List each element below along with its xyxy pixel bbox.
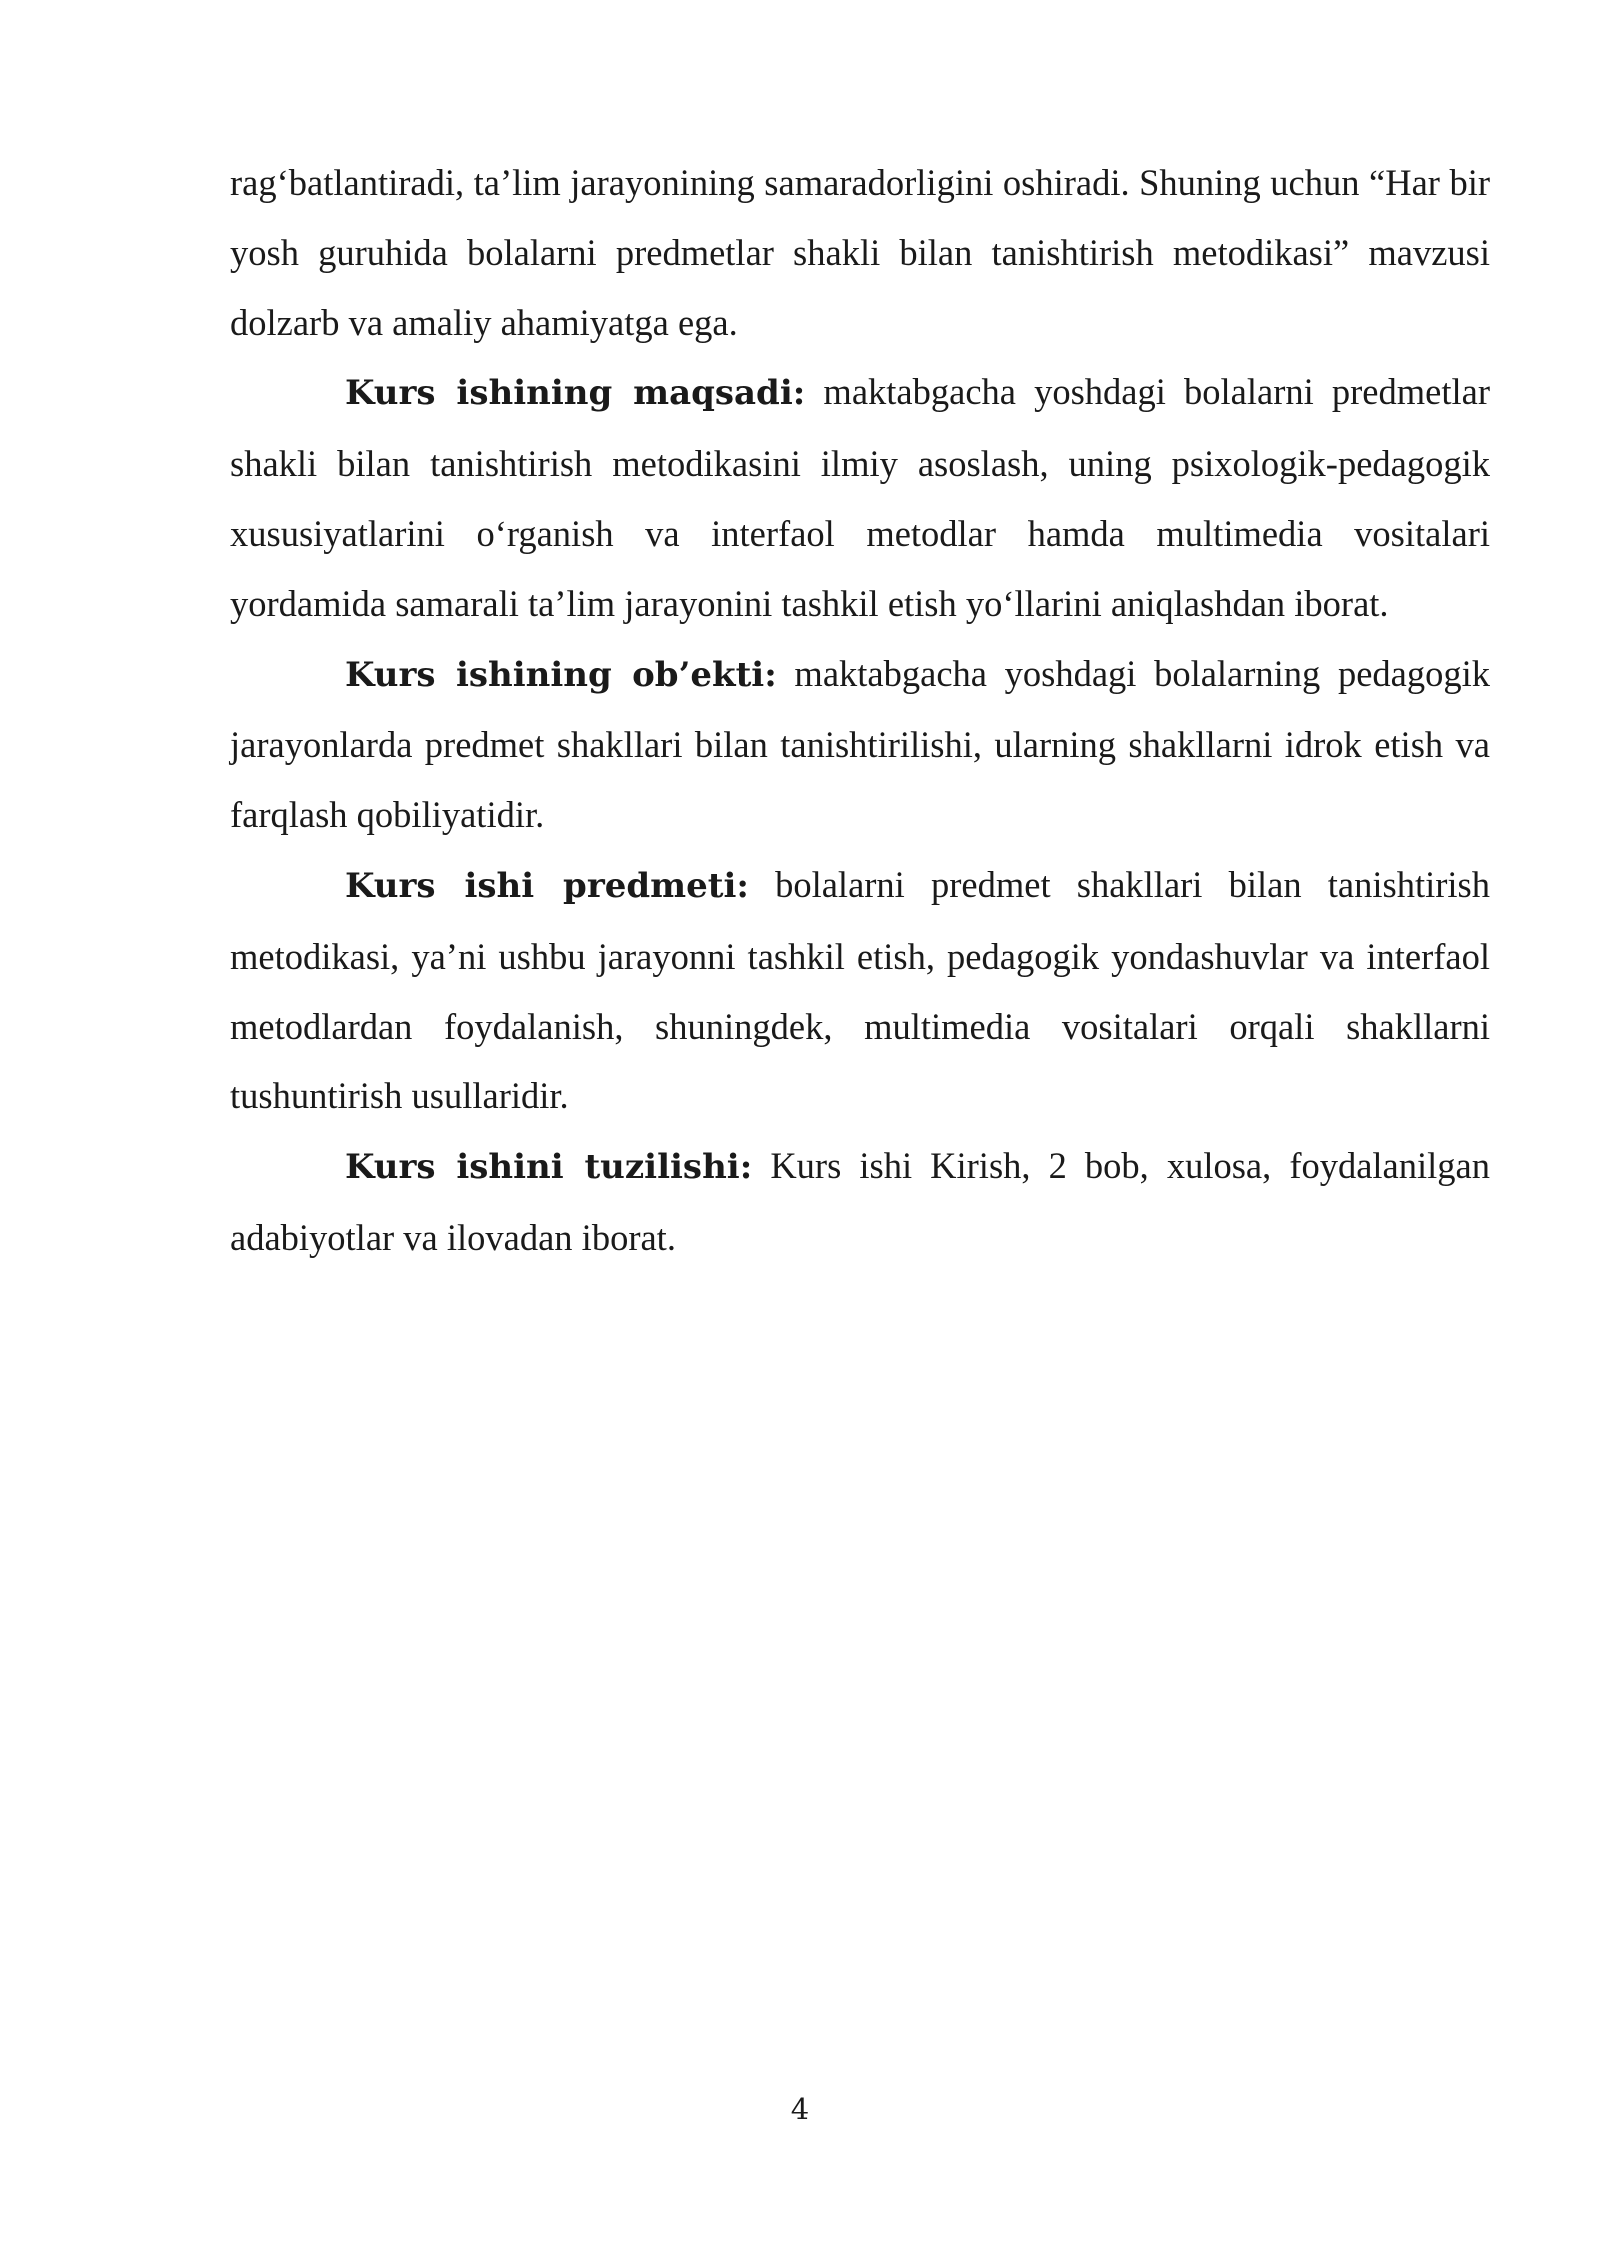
paragraph-continuation [230,148,1490,357]
paragraph-lead: Kurs ishining ob’ekti: [345,654,777,695]
paragraph-subject [230,850,1490,1131]
paragraph-lead: Kurs ishi predmeti: [345,865,749,906]
paragraph-object [230,639,1490,850]
body-text [230,148,1490,1273]
paragraph-structure [230,1131,1490,1273]
paragraph-body: maktabgacha yoshdagi bolalarning pedagogik jarayonlarda predmet shakllari bilan tanishtirilishi, ularning shakllarni idrok etish va farqlash qobiliyatidir. [230,652,1490,836]
paragraph-goal [230,357,1490,638]
paragraph-lead: Kurs ishini tuzilishi: [345,1147,753,1188]
paragraph-lead: Kurs ishining maqsadi: [345,373,806,414]
paragraph-body: bolalarni predmet shakllari bilan tanishtirish metodikasi, ya’ni ushbu jarayonni tashkil etish, pedagogik yondashuvlar va interfaol metodlardan foydalanish, shuningdek, multimedia vositalari orqali shakllarni tushuntirish usullaridir. [230,863,1490,1117]
paragraph-body: Kurs ishi Kirish, 2 bob, xulosa, foydalanilgan adabiyotlar va ilovadan iborat. [230,1145,1490,1258]
paragraph-body: rag‘batlantiradi, ta’lim jarayonining samaradorligini oshiradi. Shuning uchun “Har bir yosh guruhida bolalarni predmetlar shakli bilan tanishtirish metodikasi” mavzusi dolzarb va amaliy ahamiyatga ega. [230,162,1490,343]
paragraph-body: maktabgacha yoshdagi bolalarni predmetlar shakli bilan tanishtirish metodikasini ilmiy asoslash, uning psixologik-pedagogik xususiyatlarini o‘rganish va interfaol metodlar hamda multimedia vositalari yordamida samarali ta’lim jarayonini tashkil etish yo‘llarini aniqlashdan iborat. [230,371,1490,624]
page-number: 4 [790,2092,810,2126]
